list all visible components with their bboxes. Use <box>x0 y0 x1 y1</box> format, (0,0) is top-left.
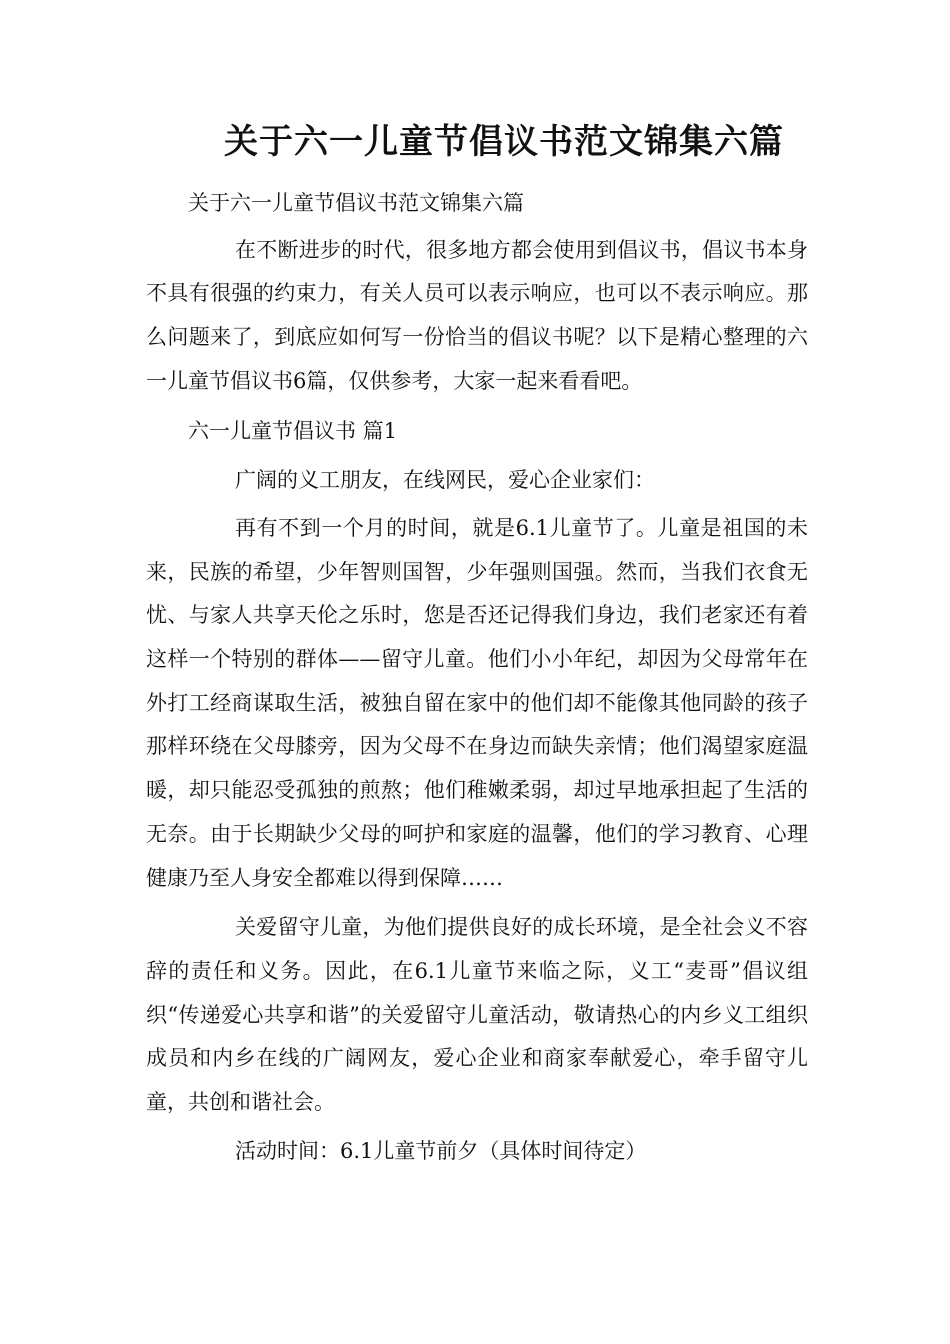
document-title: 关于六一儿童节倡议书范文锦集六篇 <box>224 122 784 162</box>
body-paragraph-1: 再有不到一个月的时间，就是6.1儿童节了。儿童是祖国的未来，民族的希望，少年智则国智，少年强则国强。然而，当我们衣食无忧、与家人共享天伦之乐时，您是否还记得我们身边，我们老家还有着这样一个特别的群体——留守儿童。他们小小年纪，却因为父母常年在外打工经商谋取生活，被独自留在家中的他们却不能像其他同龄的孩子那样环绕在父母膝旁，因为父母不在身边而缺失亲情；他们渴望家庭温暖，却只能忍受孤独的煎熬；他们稚嫩柔弱，却过早地承担起了生活的无奈。由于长期缺少父母的呵护和家庭的温馨，他们的学习教育、心理健康乃至人身安全都难以得到保障…… <box>146 515 808 890</box>
document-subtitle: 关于六一儿童节倡议书范文锦集六篇 <box>188 191 524 215</box>
activity-time: 活动时间：6.1儿童节前夕（具体时间待定） <box>235 1138 647 1163</box>
section-heading: 六一儿童节倡议书 篇1 <box>188 418 398 443</box>
document-body <box>146 182 808 1173</box>
intro-paragraph: 在不断进步的时代，很多地方都会使用到倡议书，倡议书本身不具有很强的约束力，有关人员可以表示响应，也可以不表示响应。那么问题来了，到底应如何写一份恰当的倡议书呢？以下是精心整理的六一儿童节倡议书6篇，仅供参考，大家一起来看看吧。 <box>146 237 808 393</box>
body-paragraph-2: 关爱留守儿童，为他们提供良好的成长环境，是全社会义不容辞的责任和义务。因此，在6.1儿童节来临之际，义工“麦哥”倡议组织“传递爱心共享和谐”的关爱留守儿童活动，敬请热心的内乡义工组织成员和内乡在线的广阔网友，爱心企业和商家奉献爱心，牵手留守儿童，共创和谐社会。 <box>146 915 808 1115</box>
greeting-line: 广阔的义工朋友，在线网民，爱心企业家们： <box>235 468 655 493</box>
